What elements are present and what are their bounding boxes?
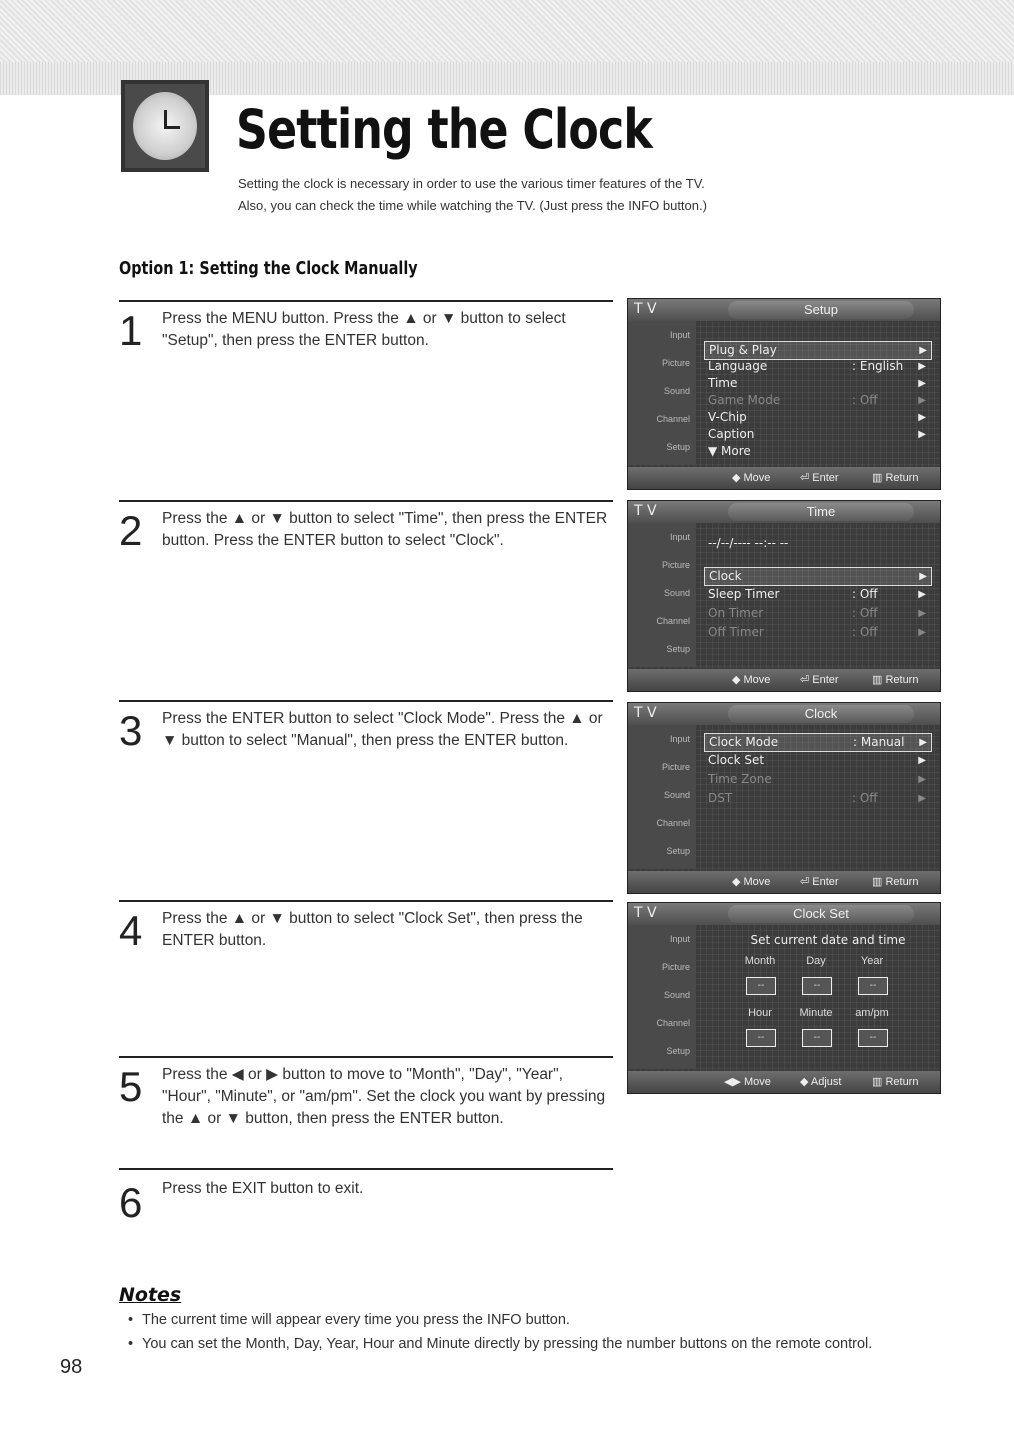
tv-label: T V bbox=[634, 503, 657, 519]
side-menu-sound: Sound bbox=[663, 790, 690, 800]
side-menu-channel: Channel bbox=[656, 616, 690, 626]
side-menu-input: Input bbox=[669, 330, 690, 340]
side-menu-picture: Picture bbox=[661, 358, 690, 368]
menu-title: Clock Set bbox=[728, 905, 914, 923]
footer-move: ◆ Move bbox=[732, 674, 771, 686]
tv-label: T V bbox=[634, 705, 657, 721]
side-menu bbox=[628, 925, 696, 1069]
clock-face bbox=[133, 92, 197, 160]
menu-item-v-chip: V-Chip ▶ bbox=[708, 410, 926, 424]
footer-return: ▥ Return bbox=[872, 1076, 919, 1088]
footer-return: ▥ Return bbox=[872, 472, 919, 484]
step-divider bbox=[119, 300, 613, 302]
option-heading: Option 1: Setting the Clock Manually bbox=[119, 258, 418, 279]
menu-item-sleep-timer: Sleep Timer : Off ▶ bbox=[708, 587, 926, 601]
label-day: Day bbox=[806, 955, 826, 967]
tv-label: T V bbox=[634, 301, 657, 317]
note-item: • You can set the Month, Day, Year, Hour and Minute directly by pressing the number buttons on the remote control. bbox=[128, 1334, 942, 1354]
month-field: -- bbox=[746, 977, 776, 995]
side-menu-input: Input bbox=[669, 734, 690, 744]
footer-return: ▥ Return bbox=[872, 876, 919, 888]
step-divider bbox=[119, 700, 613, 702]
menu-item-off-timer: Off Timer : Off ▶ bbox=[708, 625, 926, 639]
footer-move: ◆ Move bbox=[732, 472, 771, 484]
footer-adjust: ◆ Adjust bbox=[800, 1076, 842, 1088]
step-number: 2 bbox=[119, 507, 143, 554]
side-menu-channel: Channel bbox=[656, 414, 690, 424]
clock-icon bbox=[121, 80, 209, 172]
notes-title: Notes bbox=[119, 1284, 182, 1306]
tv-label: T V bbox=[634, 905, 657, 921]
tv-screen-time bbox=[627, 500, 941, 692]
screen-footer bbox=[628, 467, 940, 489]
menu-item-game-mode: Game Mode : Off ▶ bbox=[708, 393, 926, 407]
step-divider bbox=[119, 1168, 613, 1170]
side-menu bbox=[628, 725, 696, 869]
step-number: 5 bbox=[119, 1063, 143, 1110]
page-number: 98 bbox=[60, 1356, 83, 1378]
menu-item-time-zone: Time Zone ▶ bbox=[708, 772, 926, 786]
screen-footer bbox=[628, 669, 940, 691]
step-number: 3 bbox=[119, 707, 143, 754]
menu-item-clock-mode: Clock Mode : Manual ▶ bbox=[704, 733, 932, 752]
menu-item-time: Time ▶ bbox=[708, 376, 926, 390]
step-text: Press the MENU button. Press the ▲ or ▼ button to select "Setup", then press the ENTER button. bbox=[162, 310, 566, 349]
step-divider bbox=[119, 1056, 613, 1058]
side-menu bbox=[628, 321, 696, 465]
menu-item-more: ▼ More bbox=[708, 444, 751, 458]
side-menu bbox=[628, 523, 696, 667]
note-item: • The current time will appear every time you press the INFO button. bbox=[128, 1310, 942, 1330]
tv-screen-clock bbox=[627, 702, 941, 894]
step-text: Press the EXIT button to exit. bbox=[162, 1180, 364, 1197]
menu-title: Clock bbox=[728, 705, 914, 723]
menu-title: Setup bbox=[728, 301, 914, 319]
side-menu-input: Input bbox=[669, 532, 690, 542]
side-menu-setup: Setup bbox=[666, 846, 690, 856]
footer-enter: ⏎ Enter bbox=[800, 674, 839, 686]
intro-line-2: Also, you can check the time while watching the TV. (Just press the INFO button.) bbox=[238, 198, 707, 213]
menu-item-on-timer: On Timer : Off ▶ bbox=[708, 606, 926, 620]
minute-field: -- bbox=[802, 1029, 832, 1047]
tv-screen-clock-set bbox=[627, 902, 941, 1094]
step-text: Press the ▲ or ▼ button to select "Time", then press the ENTER button. Press the ENTER button to select "Clock". bbox=[162, 510, 608, 549]
clock-set-subtitle: Set current date and time bbox=[750, 933, 906, 947]
side-menu-channel: Channel bbox=[656, 818, 690, 828]
side-menu-setup: Setup bbox=[666, 442, 690, 452]
intro-line-1: Setting the clock is necessary in order to use the various timer features of the TV. bbox=[238, 176, 705, 191]
label-month: Month bbox=[744, 955, 776, 967]
time-labels bbox=[732, 1007, 902, 1019]
step-number: 4 bbox=[119, 907, 143, 954]
step-number: 1 bbox=[119, 307, 143, 354]
screen-footer bbox=[628, 871, 940, 893]
side-menu-picture: Picture bbox=[661, 962, 690, 972]
side-menu-input: Input bbox=[669, 934, 690, 944]
page-title: Setting the Clock bbox=[236, 98, 653, 161]
ampm-field: -- bbox=[858, 1029, 888, 1047]
footer-move: ◆ Move bbox=[732, 876, 771, 888]
label-year: Year bbox=[860, 955, 884, 967]
year-field: -- bbox=[858, 977, 888, 995]
menu-item-clock-set: Clock Set ▶ bbox=[708, 753, 926, 767]
menu-item-caption: Caption ▶ bbox=[708, 427, 926, 441]
date-labels bbox=[732, 955, 902, 967]
step-divider bbox=[119, 900, 613, 902]
menu-title: Time bbox=[728, 503, 914, 521]
menu-item-language: Language : English ▶ bbox=[708, 359, 926, 373]
side-menu-sound: Sound bbox=[663, 588, 690, 598]
step-number: 6 bbox=[119, 1179, 143, 1226]
day-field: -- bbox=[802, 977, 832, 995]
step-divider bbox=[119, 500, 613, 502]
step-text: Press the ENTER button to select "Clock Mode". Press the ▲ or ▼ button to select "Manual", then press the ENTER button. bbox=[162, 710, 603, 749]
menu-item-plug-play: Plug & Play ▶ bbox=[704, 341, 932, 360]
label-ampm: am/pm bbox=[855, 1007, 889, 1019]
side-menu-channel: Channel bbox=[656, 1018, 690, 1028]
footer-move: ◀▶ Move bbox=[724, 1076, 771, 1088]
step-text: Press the ▲ or ▼ button to select "Clock Set", then press the ENTER button. bbox=[162, 910, 583, 949]
screen-footer bbox=[628, 1071, 940, 1093]
side-menu-setup: Setup bbox=[666, 1046, 690, 1056]
side-menu-picture: Picture bbox=[661, 762, 690, 772]
clock-readout: --/--/---- --:-- -- bbox=[708, 536, 789, 550]
hour-field: -- bbox=[746, 1029, 776, 1047]
menu-item-clock: Clock ▶ bbox=[704, 567, 932, 586]
side-menu-sound: Sound bbox=[663, 990, 690, 1000]
footer-enter: ⏎ Enter bbox=[800, 472, 839, 484]
side-menu-picture: Picture bbox=[661, 560, 690, 570]
side-menu-sound: Sound bbox=[663, 386, 690, 396]
menu-item-dst: DST : Off ▶ bbox=[708, 791, 926, 805]
label-minute: Minute bbox=[799, 1007, 833, 1019]
step-text: Press the ◀ or ▶ button to move to "Month", "Day", "Year", "Hour", "Minute", or "am/pm". Set the clock you want by pressing the ▲ or ▼ button, then press the ENTER button. bbox=[162, 1066, 606, 1127]
footer-return: ▥ Return bbox=[872, 674, 919, 686]
tv-screen-setup bbox=[627, 298, 941, 490]
side-menu-setup: Setup bbox=[666, 644, 690, 654]
label-hour: Hour bbox=[748, 1007, 772, 1019]
footer-enter: ⏎ Enter bbox=[800, 876, 839, 888]
